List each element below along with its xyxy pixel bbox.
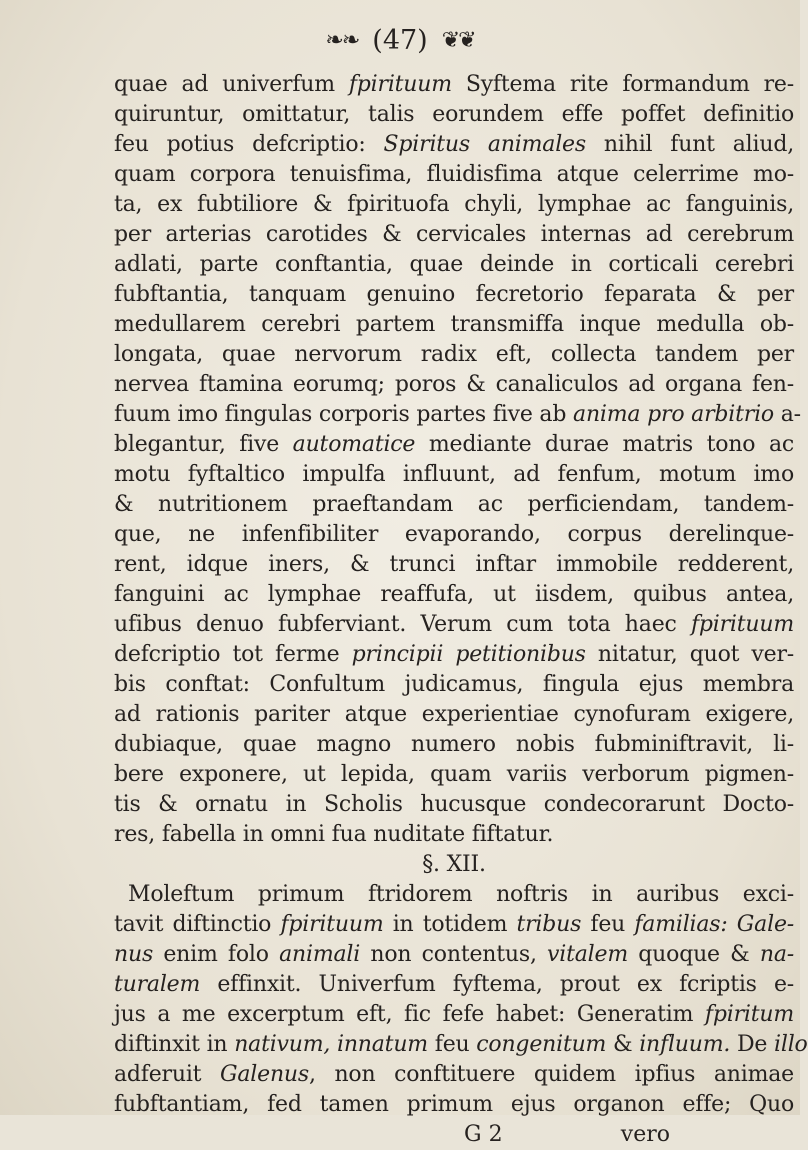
ornament-right-icon: ❦❦ [441,27,475,53]
text-line: nus enim folo animali non contentus, vitalem quoque & na- [114,942,794,967]
text-line: tavit diftinctio fpirituum in totidem tribus feu familias: Gale- [114,912,794,937]
text-line: fubftantiam, fed tamen primum ejus organon effe; Quo [114,1092,794,1117]
text-line: adferuit Galenus, non conftituere quidem ipfius animae [114,1062,794,1087]
body-text [114,70,808,1150]
text-line: ad rationis pariter atque experientiae cynofuram exigere, [114,702,794,727]
text-line: §. XII. [422,852,486,877]
text-line: ufibus denuo fubferviant. Verum cum tota haec fpirituum [114,612,794,637]
text-line: Moleftum primum ftridorem noftris in auribus exci- [128,882,794,907]
text-line: motu fyftaltico impulfa influunt, ad fenfum, motum imo [114,462,794,487]
text-line: fanguini ac lymphae reaffufa, ut iisdem, quibus antea, [114,582,794,607]
text-line: per arterias carotides & cervicales internas ad cerebrum [114,222,794,247]
catchword: vero [620,1122,670,1147]
text-line: quam corpora tenuisfima, fluidisfima atque celerrime mo- [114,162,794,187]
text-line: fuum imo fingulas corporis partes five ab anima pro arbitrio a- [114,402,801,427]
text-line: defcriptio tot ferme principii petitionibus nitatur, quot ver- [114,642,795,667]
page-number: (47) [372,24,428,56]
text-line: rent, idque iners, & trunci inftar immobile redderent, [114,552,794,577]
text-line: fubftantia, tanquam genuino fecretorio feparata & per [114,282,794,307]
text-line: adlati, parte conftantia, quae deinde in corticali cerebri [114,252,794,277]
text-line: tis & ornatu in Scholis hucusque condecorarunt Docto- [114,792,794,817]
text-line: bis conftat: Confultum judicamus, fingula ejus membra [114,672,794,697]
text-line: feu potius defcriptio: Spiritus animales nihil funt aliud, [114,132,794,157]
text-line: bere exponere, ut lepida, quam variis verborum pigmen- [114,762,794,787]
text-line: jus a me excerptum eft, fic fefe habet: Generatim fpiritum [114,1002,794,1027]
signature-mark: G 2 [464,1122,503,1147]
text-line: ta, ex fubtiliore & fpirituofa chyli, lymphae ac fanguinis, [114,192,794,217]
text-line: & nutritionem praeftandam ac perficiendam, tandem- [114,492,794,517]
text-line: que, ne infenfibiliter evaporando, corpus derelinque- [114,522,794,547]
text-line: quae ad univerfum fpirituum Syftema rite formandum re- [114,72,794,97]
text-line: quiruntur, omittatur, talis eorundem effe poffet definitio [114,102,794,127]
text-line: turalem effinxit. Univerfum fyftema, prout ex fcriptis e- [114,972,794,997]
text-line: medullarem cerebri partem transmiffa inque medulla ob- [114,312,794,337]
page-header [0,20,800,60]
text-line: dubiaque, quae magno numero nobis fubminiftravit, li- [114,732,794,757]
text-line: diftinxit in nativum, innatum feu congenitum & influum. De illo [114,1032,808,1057]
page-footer [114,1120,794,1150]
text-line: longata, quae nervorum radix eft, collecta tandem per [114,342,794,367]
text-line: res, fabella in omni fua nuditate fiftatur. [114,822,554,847]
text-line: blegantur, five automatice mediante durae matris tono ac [114,432,794,457]
ornament-left-icon: ❧❧ [325,27,359,53]
text-line: nervea ftamina eorumq; poros & canaliculos ad organa fen- [114,372,794,397]
